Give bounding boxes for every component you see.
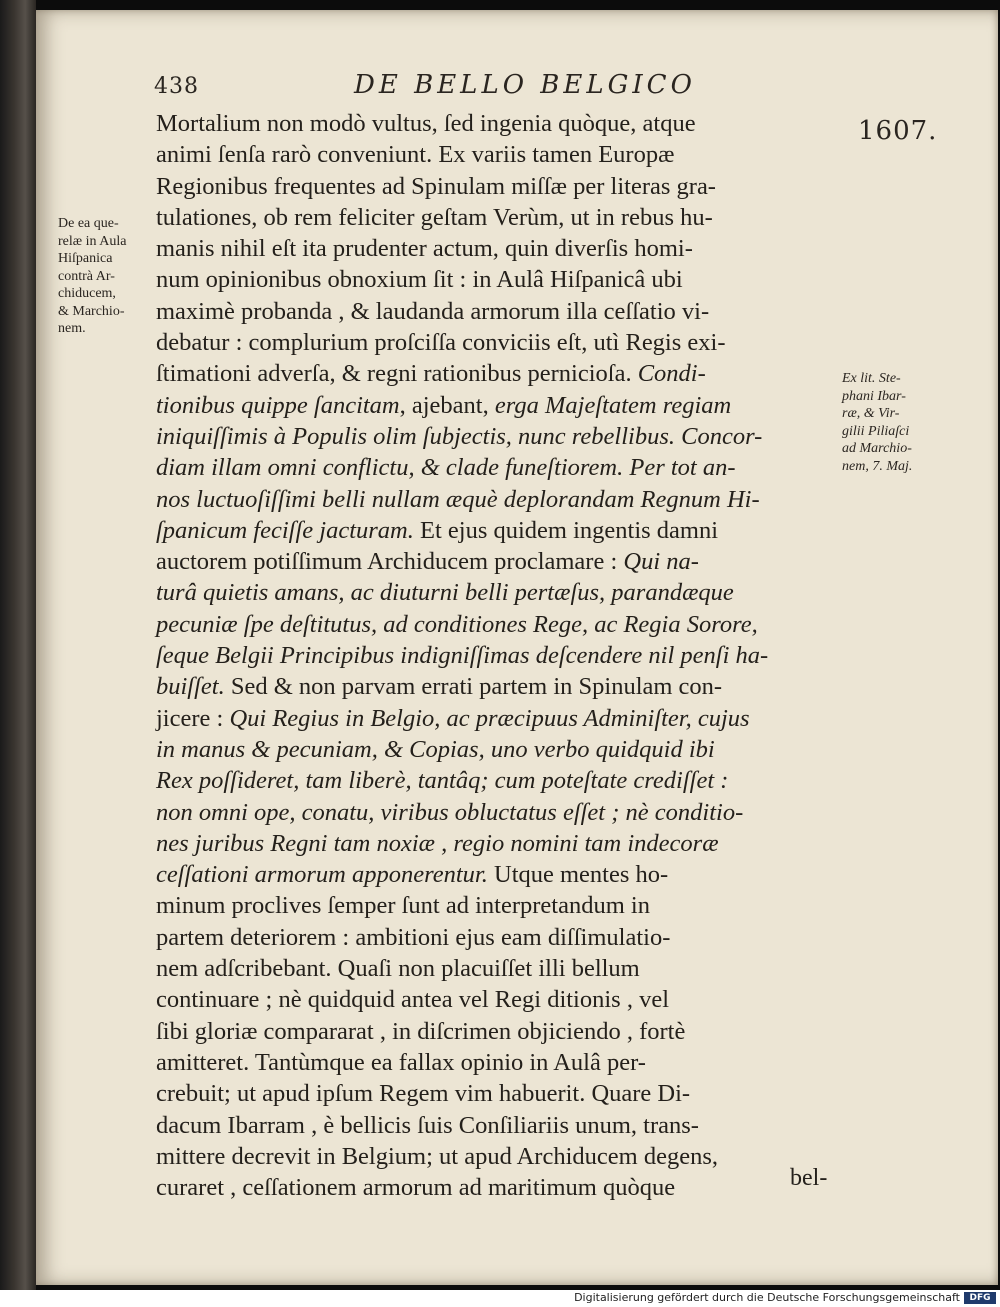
dfg-logo: DFG bbox=[964, 1292, 996, 1304]
text-line bbox=[156, 1110, 846, 1141]
margin-note-line: Hiſpanica bbox=[58, 251, 113, 266]
margin-note-line: contrà Ar- bbox=[58, 268, 115, 284]
running-head bbox=[36, 66, 998, 106]
text-line bbox=[156, 515, 846, 546]
roman-segment: minum proclives ſemper ſunt ad interpretandum in bbox=[156, 892, 650, 920]
roman-segment: animi ſenſa rarò conveniunt. Ex variis tamen Europæ bbox=[156, 141, 675, 169]
roman-segment: curaret , ceſſationem armorum ad maritimum quòque bbox=[156, 1174, 676, 1202]
text-line bbox=[156, 233, 846, 264]
italic-segment: ſeque Belgii Principibus indigniſſimas deſcendere nil penſi ha- bbox=[156, 642, 769, 670]
margin-note-line: chiducem, bbox=[58, 286, 116, 301]
text-line bbox=[156, 546, 846, 577]
footer-bar bbox=[0, 1290, 1000, 1307]
roman-segment: Regionibus frequentes ad Spinulam miſſæ per literas gra- bbox=[156, 172, 716, 200]
margin-note-line: nem, 7. Maj. bbox=[842, 458, 913, 474]
text-line bbox=[156, 1016, 846, 1047]
text-line bbox=[156, 922, 846, 953]
margin-note-line: ræ, & Vir- bbox=[842, 406, 900, 421]
roman-segment: Sed & non parvam errati partem in Spinulam con- bbox=[224, 673, 723, 701]
roman-segment: manis nihil eſt ita prudenter actum, quin diverſis homi- bbox=[156, 235, 693, 263]
text-line bbox=[156, 984, 846, 1015]
italic-segment: Qui na- bbox=[623, 548, 699, 576]
margin-note-line: De ea que- bbox=[58, 216, 119, 231]
text-line bbox=[156, 358, 846, 389]
italic-segment: pecuniæ ſpe deſtitutus, ad conditiones Rege, ac Regia Sorore, bbox=[156, 610, 758, 638]
roman-segment: Mortalium non modò vultus, ſed ingenia quòque, atque bbox=[156, 110, 696, 137]
margin-note-line: & Marchio- bbox=[58, 303, 125, 319]
left-margin-note bbox=[58, 215, 158, 338]
margin-note-line: gilii Piliaſci bbox=[842, 423, 910, 439]
roman-segment: amitteret. Tantùmque ea fallax opinio in Aulâ per- bbox=[156, 1048, 646, 1076]
italic-segment: diam illam omni conflictu, & clade funeſtiorem. Per tot an- bbox=[156, 454, 736, 482]
roman-segment: ſibi gloriæ compararat , in diſcrimen objiciendo , fortè bbox=[156, 1017, 686, 1045]
text-line bbox=[156, 390, 846, 421]
text-line bbox=[156, 859, 846, 890]
italic-segment: in manus & pecuniam, & Copias, uno verbo quidquid ibi bbox=[156, 735, 715, 763]
text-line bbox=[156, 609, 846, 640]
roman-segment: dacum Ibarram , è bellicis ſuis Conſiliariis unum, trans- bbox=[156, 1111, 699, 1139]
italic-segment: Qui Regius in Belgio, ac præcipuus Adminiſter, cujus bbox=[229, 704, 750, 732]
year-marginal: 1607. bbox=[858, 116, 938, 146]
roman-segment: maximè probanda , & laudanda armorum illa ceſſatio vi- bbox=[156, 297, 710, 325]
italic-segment: nos luctuoſiſſimi belli nullam æquè deplorandam Regnum Hi- bbox=[156, 485, 760, 513]
roman-segment: jicere : bbox=[156, 704, 230, 732]
text-line bbox=[156, 296, 846, 327]
roman-segment: num opinionibus obnoxium ſit : in Aulâ Hiſpanicâ ubi bbox=[156, 266, 683, 294]
text-line bbox=[156, 484, 846, 515]
margin-note-line: phani Ibar- bbox=[842, 388, 906, 404]
italic-segment: Condi- bbox=[637, 360, 706, 388]
text-line bbox=[156, 577, 846, 608]
roman-segment: auctorem potiſſimum Archiducem proclamare : bbox=[156, 548, 624, 576]
italic-segment: nes juribus Regni tam noxiæ , regio nomini tam indecoræ bbox=[156, 829, 719, 857]
text-line bbox=[156, 327, 846, 358]
roman-segment: crebuit; ut apud ipſum Regem vim habuerit. Quare Di- bbox=[156, 1080, 691, 1108]
text-line bbox=[156, 171, 846, 202]
roman-segment: , ajebant, bbox=[399, 391, 495, 419]
text-line bbox=[156, 452, 846, 483]
text-line bbox=[156, 1078, 846, 1109]
roman-segment: Et ejus quidem ingentis damni bbox=[413, 516, 719, 544]
page-number: 438 bbox=[154, 74, 199, 99]
running-title: DE BELLO BELGICO bbox=[354, 70, 696, 100]
text-line bbox=[156, 1172, 846, 1203]
roman-segment: tulationes, ob rem feliciter geſtam Verùm, ut in rebus hu- bbox=[156, 203, 713, 231]
text-line bbox=[156, 953, 846, 984]
text-line bbox=[156, 890, 846, 921]
margin-note-line: nem. bbox=[58, 321, 86, 336]
text-line bbox=[156, 671, 846, 702]
margin-note-line: Ex lit. Ste- bbox=[842, 371, 901, 386]
text-line bbox=[156, 734, 846, 765]
italic-segment: erga Majeſtatem regiam bbox=[494, 391, 732, 419]
italic-segment: ſpanicum feciſſe jacturam. bbox=[156, 516, 414, 544]
text-line bbox=[156, 640, 846, 671]
italic-segment: tionibus quippe ſancitam bbox=[156, 391, 400, 419]
margin-note-line: ad Marchio- bbox=[842, 441, 912, 456]
text-line bbox=[156, 108, 846, 139]
facing-page-edge bbox=[0, 0, 36, 1290]
funding-notice: Digitalisierung gefördert durch die Deutsche Forschungsgemeinschaft bbox=[574, 1291, 960, 1304]
italic-segment: non omni ope, conatu, viribus obluctatus eſſet ; nè conditio- bbox=[156, 798, 744, 826]
italic-segment: iniquiſſimis à Populis olim ſubjectis, nunc rebellibus. Concor- bbox=[156, 422, 763, 450]
roman-segment: partem deteriorem : ambitioni ejus eam diſſimulatio- bbox=[156, 923, 671, 951]
text-line bbox=[156, 828, 846, 859]
right-margin-note bbox=[842, 370, 972, 475]
roman-segment: Utque mentes ho- bbox=[487, 861, 669, 889]
text-line bbox=[156, 139, 846, 170]
italic-segment: buiſſet. bbox=[156, 673, 225, 701]
book-page bbox=[36, 10, 998, 1285]
roman-segment: debatur : complurium proſciſſa conviciis eſt, utì Regis exi- bbox=[156, 329, 726, 357]
italic-segment: Rex poſſideret, tam liberè, tantâq; cum poteſtate crediſſet : bbox=[156, 767, 729, 795]
roman-segment: mittere decrevit in Belgium; ut apud Archiducem degens, bbox=[156, 1142, 718, 1170]
text-line bbox=[156, 703, 846, 734]
italic-segment: ceſſationi armorum apponerentur. bbox=[156, 861, 488, 889]
roman-segment: nem adſcribebant. Quaſi non placuiſſet illi bellum bbox=[156, 955, 640, 983]
margin-note-line: relæ in Aula bbox=[58, 233, 127, 249]
catchword: bel- bbox=[790, 1165, 828, 1191]
text-line bbox=[156, 1047, 846, 1078]
italic-segment: turâ quietis amans, ac diuturni belli pertæſus, parandæque bbox=[156, 579, 734, 607]
text-line bbox=[156, 1141, 846, 1172]
body-text bbox=[156, 108, 846, 1203]
text-line bbox=[156, 765, 846, 796]
roman-segment: ſtimationi adverſa, & regni rationibus pernicioſa. bbox=[156, 360, 638, 388]
text-line bbox=[156, 797, 846, 828]
text-line bbox=[156, 421, 846, 452]
text-line bbox=[156, 202, 846, 233]
roman-segment: continuare ; nè quidquid antea vel Regi ditionis , vel bbox=[156, 986, 670, 1014]
text-line bbox=[156, 264, 846, 295]
